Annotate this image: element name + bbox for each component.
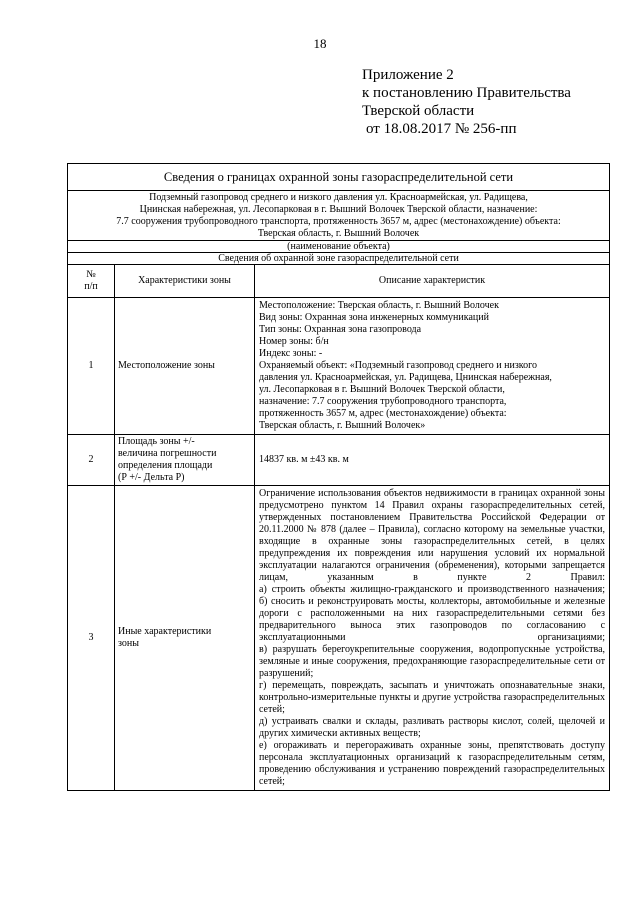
description-line: Вид зоны: Охранная зона инженерных коммуникаций	[259, 312, 489, 323]
restriction-item-d: г) перемещать, повреждать, засыпать и уничтожать опознавательные знаки, контрольно-измерительные пункты и другие устройства газораспределительных сетей;	[259, 680, 606, 715]
appendix-line-4: от 18.08.2017 № 256-пп	[366, 121, 517, 137]
header-number	[68, 265, 115, 298]
header-number-abbr: п/п	[84, 281, 98, 292]
description-line: Тверская область, г. Вышний Волочек»	[259, 420, 426, 431]
row-characteristic	[115, 435, 255, 486]
appendix-line-2: к постановлению Правительства	[362, 85, 571, 101]
description-line: давления ул. Красноармейская, ул. Радищева, Цнинская набережная,	[259, 372, 552, 383]
appendix-header	[362, 66, 571, 138]
table-row	[68, 298, 610, 435]
row-number: 1	[68, 298, 115, 435]
characteristic-line: зоны	[118, 638, 139, 649]
table-title: Сведения о границах охранной зоны газораспределительной сети	[68, 164, 610, 191]
description-line: Тип зоны: Охранная зона газопровода	[259, 324, 422, 335]
zone-info-table	[67, 163, 610, 791]
object-line: Цнинская набережная, ул. Лесопарковая в г. Вышний Волочек Тверской области, назначение:	[139, 204, 538, 215]
characteristic-line: (Р +/- Дельта Р)	[118, 472, 185, 483]
section-title: Сведения об охранной зоне газораспределительной сети	[68, 253, 610, 265]
row-description	[255, 486, 610, 791]
row-description	[255, 298, 610, 435]
description-line: Номер зоны: б/н	[259, 336, 329, 347]
restriction-intro: Ограничение использования объектов недвижимости в границах охранной зоны предусмотрено пунктом 14 Правил охраны газораспределительных сетей, утвержденных постановлением Правительства Российской Федерации от 20.11.2000 № 878 (далее – Правила), согласно которому на земельные участки, входящие в охранные зоны газораспределительных сетей, в целях предупреждения их повреждения или нарушения условий их нормальной эксплуатации налагаются ограничения (обременения), которыми запрещается лицам, указанным в пункте 2 Правил:	[259, 488, 606, 583]
row-number: 2	[68, 435, 115, 486]
description-line: Охраняемый объект: «Подземный газопровод среднего и низкого	[259, 360, 537, 371]
characteristic-line: Иные характеристики	[118, 626, 212, 637]
page-number: 18	[313, 36, 327, 51]
restriction-item-b: б) сносить и реконструировать мосты, коллекторы, автомобильные и железные дороги с расположенными на них газораспределительными сетями без предварительного выноса этих газопроводов по согласованию с эксплуатационными организациями;	[259, 596, 606, 643]
description-line: протяженность 3657 м, адрес (местонахождение) объекта:	[259, 408, 507, 419]
object-line: Тверская область, г. Вышний Волочек	[257, 228, 420, 239]
characteristic-line: определения площади	[118, 460, 213, 471]
object-caption: (наименование объекта)	[68, 241, 610, 253]
description-line: ул. Лесопарковая в г. Вышний Волочек Тверской области,	[259, 384, 505, 395]
object-name	[68, 191, 610, 241]
restriction-item-f: е) огораживать и перегораживать охранные зоны, препятствовать доступу персонала эксплуатационных организаций к газораспределительным сетям, проведению обслуживания и устранению повреждений газораспределительных сетей;	[259, 740, 606, 787]
appendix-line-1: Приложение 2	[362, 67, 454, 83]
object-line: 7.7 сооружения трубопроводного транспорта, протяженность 3657 м, адрес (местонахождение) объекта:	[116, 216, 561, 227]
restriction-item-e: д) устраивать свалки и склады, разливать растворы кислот, солей, щелочей и других химически активных веществ;	[259, 716, 606, 739]
description-line: Индекс зоны: -	[259, 348, 323, 359]
description-line: Местоположение: Тверская область, г. Вышний Волочек	[259, 300, 499, 311]
object-line: Подземный газопровод среднего и низкого давления ул. Красноармейская, ул. Радищева,	[149, 192, 528, 203]
restriction-item-c: в) разрушать берегоукрепительные сооружения, водопропускные устройства, земляные и иные сооружения, предохраняющие газораспределительные сети от разрушений;	[259, 644, 606, 679]
row-characteristic: Местоположение зоны	[115, 298, 255, 435]
header-number-symbol: №	[86, 269, 96, 280]
row-description: 14837 кв. м ±43 кв. м	[255, 435, 610, 486]
header-characteristics: Характеристики зоны	[115, 265, 255, 298]
header-description: Описание характеристик	[255, 265, 610, 298]
characteristic-line: Площадь зоны +/-	[118, 436, 195, 447]
row-characteristic	[115, 486, 255, 791]
table-row	[68, 435, 610, 486]
row-number: 3	[68, 486, 115, 791]
characteristic-line: величина погрешности	[118, 448, 217, 459]
table-row	[68, 486, 610, 791]
description-line: назначение: 7.7 сооружения трубопроводного транспорта,	[259, 396, 507, 407]
appendix-line-3: Тверской области	[362, 103, 475, 119]
restriction-item-a: а) строить объекты жилищно-гражданского и производственного назначения;	[259, 584, 606, 595]
